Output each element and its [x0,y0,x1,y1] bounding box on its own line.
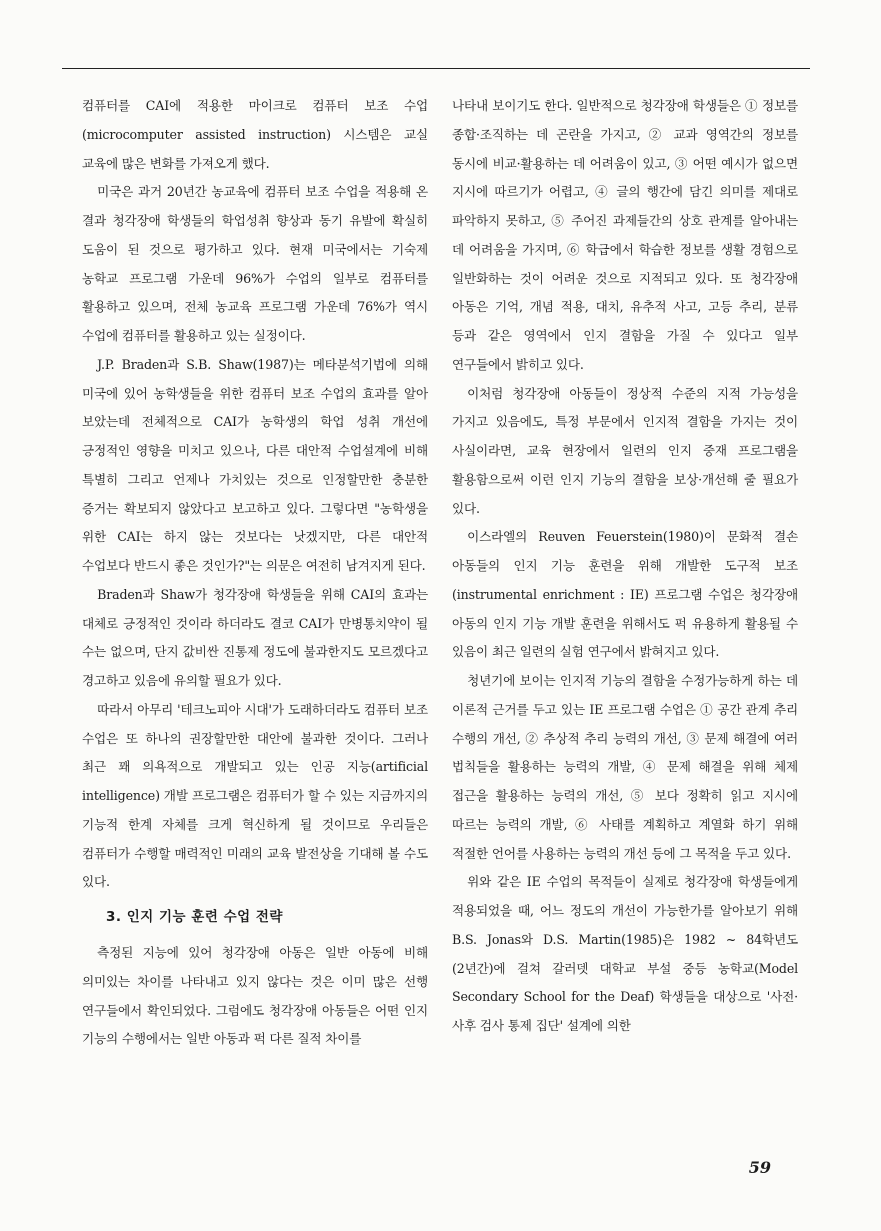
paragraph: 따라서 아무리 '테크노피아 시대'가 도래하더라도 컴퓨터 보조 수업은 또 하나의 권장할만한 대안에 불과한 것이다. 그러나 최근 꽤 의욕적으로 개발되고 있는 인공 지능(artificial intelligence) 개발 프로그램은 컴퓨터가 할 수 있는 지금까지의 기능적 한계 자체를 크게 혁신하게 될 것이므로 우리들은 컴퓨터가 수행할 매력적인 미래의 교육 발전상을 기대해 볼 수도 있다. [82,701,428,890]
paragraph: 이처럼 청각장애 아동들이 정상적 수준의 지적 가능성을 가지고 있음에도, 특정 부문에서 인지적 결함을 가지는 것이 사실이라면, 교육 현장에서 일련의 인지 중재 프로그램을 활용함으로써 이런 인지 기능의 결함을 보상·개선해 줄 필요가 있다. [452,385,798,516]
paragraph: J.P. Braden과 S.B. Shaw(1987)는 메타분석기법에 의해 미국에 있어 농학생들을 위한 컴퓨터 보조 수업의 효과를 알아 보았는데 전체적으로 CAI가 농학생의 학업 성취 개선에 긍정적인 영향을 미치고 있으나, 다른 대안적 수업설계에 비해 특별히 그리고 언제나 가치있는 것으로 인정할만한 충분한 증거는 확보되지 않았다고 보고하고 있다. 그렇다면 "농학생을 위한 CAI는 하지 않는 것보다는 낫겠지만, 다른 대안적 수업보다 반드시 좋은 것인가?"는 의문은 여전히 남겨지게 된다. [82,356,428,573]
page-number: 59 [748,1158,771,1177]
left-column [82,92,428,1054]
right-column [452,92,798,1041]
paragraph: Braden과 Shaw가 청각장애 학생들을 위해 CAI의 효과는 대체로 긍정적인 것이라 하더라도 결코 CAI가 만병통치약이 될 수는 없으며, 단지 값비싼 진통제 정도에 불과한지도 모르겠다고 경고하고 있음에 유의할 필요가 있다. [82,586,428,688]
paragraph: 위와 같은 IE 수업의 목적들이 실제로 청각장애 학생들에게 적용되었을 때, 어느 정도의 개선이 가능한가를 알아보기 위해 B.S. Jonas와 D.S. Martin(1985)은 1982 ~ 84학년도(2년간)에 걸쳐 갈러뎃 대학교 부설 중등 농학교(Model Secondary School for the Deaf) 학생들을 대상으로 '사전·사후 검사 통제 집단' 설계에 의한 [452,874,798,1033]
section-heading: 3. 인지 기능 훈련 수업 전략 [106,909,283,925]
paragraph: 나타내 보이기도 한다. 일반적으로 청각장애 학생들은 ① 정보를 종합·조직하는 데 곤란을 가지고, ② 교과 영역간의 정보를 동시에 비교·활용하는 데 어려움이 있고, ③ 어떤 예시가 없으면 지시에 따르기가 어렵고, ④ 글의 행간에 담긴 의미를 제대로 파악하지 못하고, ⑤ 주어진 과제들간의 상호 관계를 알아내는 데 어려움을 가지며, ⑥ 학급에서 학습한 정보를 생활 경험으로 일반화하는 것이 어려운 것으로 지적되고 있다. 또 청각장애 아동은 기억, 개념 적용, 대치, 유추적 사고, 고등 추리, 분류 등과 같은 영역에서 인지 결함을 가질 수 있다고 일부 연구들에서 밝히고 있다. [452,98,798,372]
paragraph: 측정된 지능에 있어 청각장애 아동은 일반 아동에 비해 의미있는 차이를 나타내고 있지 않다는 것은 이미 많은 선행 연구들에서 확인되었다. 그럼에도 청각장애 아동들은 어떤 인지 기능의 수행에서는 일반 아동과 퍽 다른 질적 차이를 [82,945,428,1047]
paragraph: 청년기에 보이는 인지적 기능의 결함을 수정가능하게 하는 데 이론적 근거를 두고 있는 IE 프로그램 수업은 ① 공간 관계 추리 수행의 개선, ② 추상적 추리 능력의 개선, ③ 문제 해결에 여러 법칙들을 활용하는 능력의 개발, ④ 문제 해결을 위해 체제 접근을 활용하는 능력의 개선, ⑤ 보다 정확히 읽고 지시에 따르는 능력의 개발, ⑥ 사태를 계획하고 계열화 하기 위해 적절한 언어를 사용하는 능력의 개선 등에 그 목적을 두고 있다. [452,673,798,861]
paragraph: 이스라엘의 Reuven Feuerstein(1980)이 문화적 결손 아동들의 인지 기능 훈련을 위해 개발한 도구적 보조(instrumental enrichment : IE) 프로그램 수업은 청각장애 아동의 인지 기능 개발 훈련을 위해서도 퍽 유용하게 활용될 수 있음이 최근 일련의 실험 연구에서 밝혀지고 있다. [452,529,798,660]
header-rule [62,68,810,69]
paragraph: 컴퓨터를 CAI에 적용한 마이크로 컴퓨터 보조 수업(microcomputer assisted instruction) 시스템은 교실 교육에 많은 변화를 가져오게 했다. [82,98,428,171]
paragraph: 미국은 과거 20년간 농교육에 컴퓨터 보조 수업을 적용해 온 결과 청각장애 학생들의 학업성취 향상과 동기 유발에 확실히 도움이 된 것으로 평가하고 있다. 현재 미국에서는 기숙제 농학교 프로그램 가운데 96%가 수업의 일부로 컴퓨터를 활용하고 있으며, 전체 농교육 프로그램 가운데 76%가 역시 수업에 컴퓨터를 활용하고 있는 실정이다. [82,184,428,343]
